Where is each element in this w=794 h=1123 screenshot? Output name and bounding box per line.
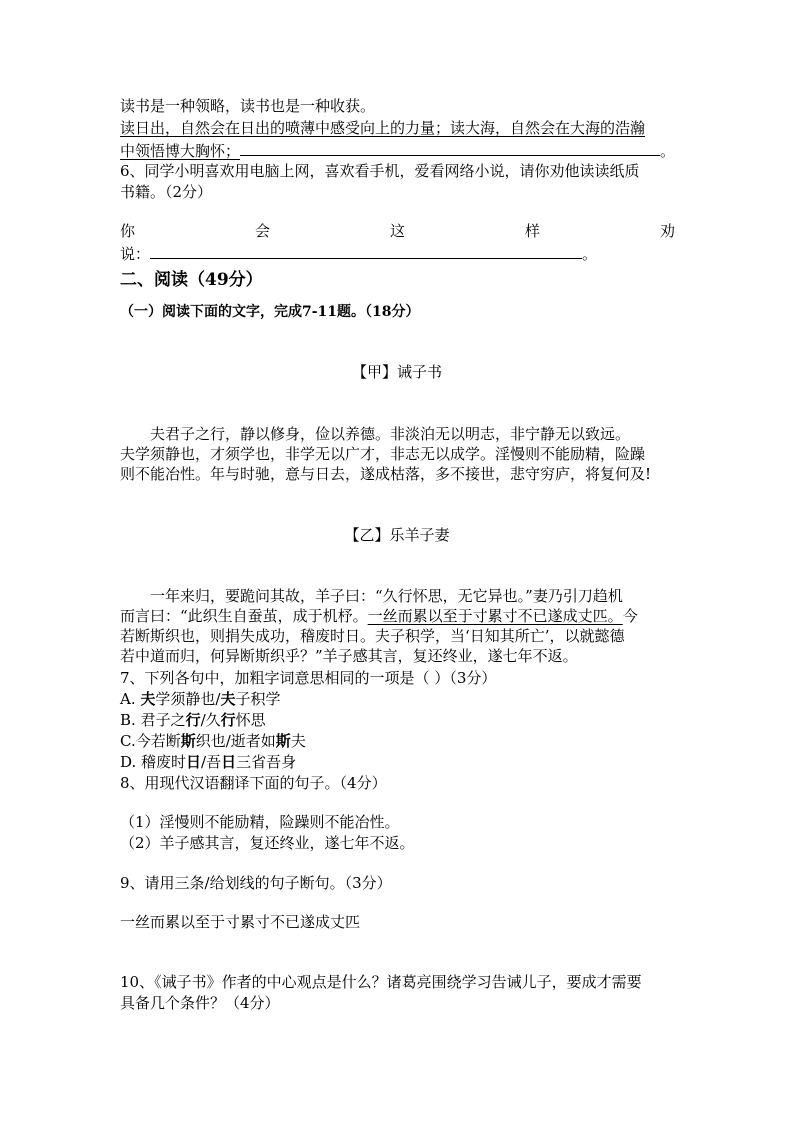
option-text: 夫 [290,732,306,750]
intro-line-1: 读书是一种领略，读书也是一种收获。 [120,97,376,115]
text-yi-title: 【乙】乐羊子妻 [344,526,450,544]
intro-line-3-text: 中领悟博大胸怀； [120,142,241,160]
section-2-part-1-heading: （一）阅读下面的文字，完成7-11题。（18分） [120,304,420,320]
q7-option-c[interactable] [120,731,306,751]
option-text: B. 君子之 [120,711,186,729]
bold-word: 行 [220,711,236,729]
text-jia-line-1: 夫君子之行，静以修身，俭以养德。非淡泊无以明志，非宁静无以致远。 [150,425,631,443]
q6-line-2: 书籍。（2分） [120,183,213,201]
bold-word: 夫 [140,690,156,708]
q7-option-d[interactable] [120,752,296,772]
q6-answer-char: 样 [524,222,540,240]
bold-word: 日 [221,753,237,771]
fill-blank-intro[interactable] [240,139,660,156]
q6-answer-prefix: 说： [120,245,151,263]
q9-stem: 9、请用三条/给划线的句子断句。（3分） [120,874,392,892]
section-2-title: 二、阅读（49分） [120,270,263,290]
bold-word: 日 [186,753,202,771]
text-yi-line-2-pre: 而言曰：“此织生自蚕茧，成于机杼。 [120,607,368,625]
q6-line-1: 6、同学小明喜欢用电脑上网，喜欢看手机，爱看网络小说，请你劝他读读纸质 [120,162,640,180]
fill-blank-q6[interactable] [150,242,582,259]
option-text: 怀思 [235,711,266,729]
q8-stem: 8、用现代汉语翻译下面的句子。（4分） [120,774,387,792]
intro-line-3-end: 。 [660,142,676,160]
q9-sentence: 一丝而累以至于寸累寸不已遂成丈匹 [120,913,361,931]
option-text: /吾 [201,753,222,771]
option-text: D. 稽废时 [120,753,187,771]
option-text: /久 [200,711,221,729]
q10-line-1: 10、《诫子书》作者的中心观点是什么？诸葛亮围绕学习告诫儿子，要成才需要 [120,973,642,991]
q6-answer-char: 你 [120,222,136,240]
intro-line-3 [120,139,675,161]
q7-option-b[interactable] [120,710,266,730]
bold-word: 行 [185,711,201,729]
q8-item-2: （2）羊子感其言，复还终业，遂七年不返。 [120,834,415,852]
option-text: 织也/逝者如 [195,732,276,750]
text-yi-line-2 [120,606,638,626]
text-jia-title: 【甲】诫子书 [351,363,442,381]
q10-line-2: 具备几个条件？（4分） [120,994,280,1012]
q6-answer-line-2 [120,242,597,264]
q6-answer-char: 会 [254,222,270,240]
q8-item-1: （1）淫慢则不能励精，险躁则不能冶性。 [120,813,400,831]
underlined-sentence: 一丝而累以至于寸累寸不已遂成丈匹。 [367,607,623,625]
intro-line-2: 读日出，自然会在日出的喷薄中感受向上的力量；读大海，自然会在大海的浩瀚 [120,119,646,137]
text-yi-line-3: 若断斯织也，则捐失成功，稽废时日。夫子积学，当‘日知其所亡’，以就懿德 [120,627,625,645]
q6-answer-char: 劝 [659,222,675,240]
bold-word: 夫 [220,690,236,708]
q6-answer-line-1 [120,221,675,241]
text-yi-line-2-post: 今 [622,607,638,625]
option-text: 三省吾身 [236,753,297,771]
option-text: 子积学 [235,690,281,708]
bold-word: 斯 [180,732,196,750]
q7-stem: 7、下列各句中，加粗字词意思相同的一项是（ ）（3分） [120,669,497,687]
text-yi-line-1: 一年来归，要跪问其故，羊子曰：“久行怀思，无它异也。”妻乃引刀趋机 [150,587,623,605]
text-jia-line-2: 夫学须静也，才须学也，非学无以广才，非志无以成学。淫慢则不能励精，险躁 [120,445,646,463]
option-text: A. [120,690,141,708]
q7-option-a[interactable] [120,689,280,709]
q6-answer-char: 这 [389,222,405,240]
q6-answer-end: 。 [582,245,598,263]
text-yi-line-4: 若中道而归，何异断斯织乎？”羊子感其言，复还终业，遂七年不返。 [120,647,578,665]
bold-word: 斯 [275,732,291,750]
option-text: C.今若断 [120,732,181,750]
text-jia-line-3: 则不能冶性。年与时驰，意与日去，遂成枯落，多不接世，悲守穷庐，将复何及! [120,465,652,483]
option-text: 学须静也/ [155,690,221,708]
